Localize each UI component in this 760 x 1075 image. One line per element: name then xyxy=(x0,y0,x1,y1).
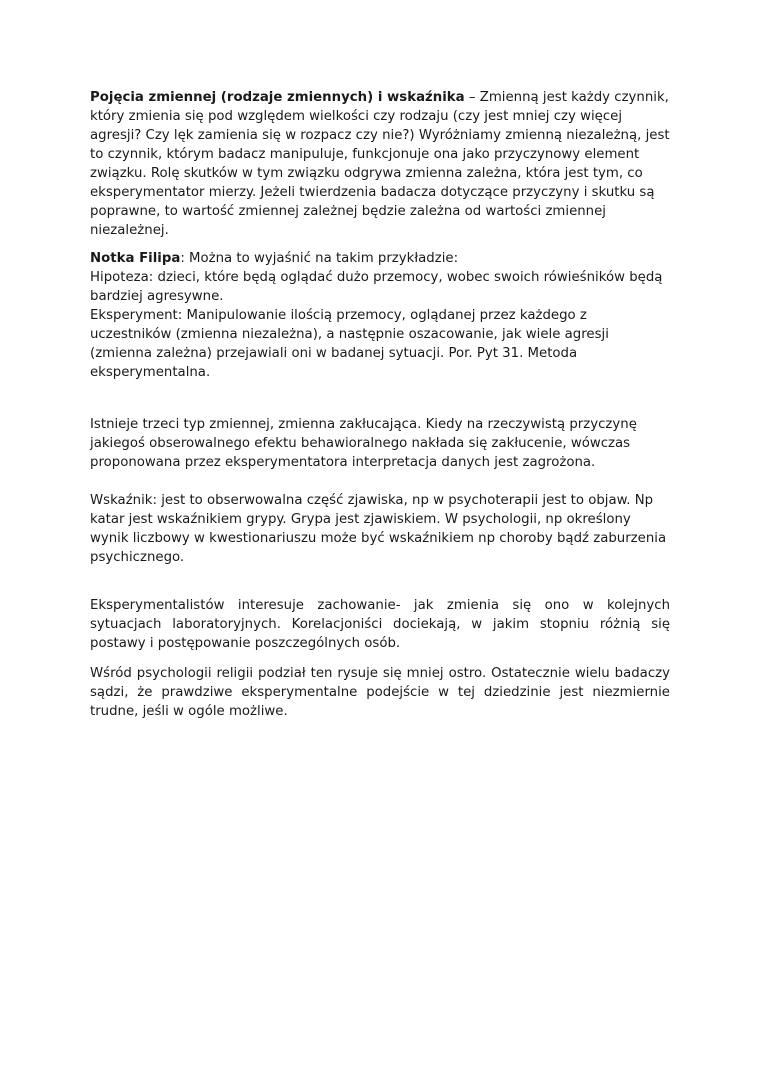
note-experiment: Eksperyment: Manipulowanie ilością przemocy, oglądanej przez każdego z uczestników (zmienna niezależna), a następnie oszacowanie, jak wiele agresji (zmienna zależna) przejawiali oni w badanej sytuacji. Por. Pyt 31. Metoda eksperymentalna. xyxy=(90,308,609,380)
note-hypothesis: Hipoteza: dzieci, które będą oglądać dużo przemocy, wobec swoich rówieśników będą bardziej agresywne. xyxy=(90,270,663,304)
paragraph-indicator: Wskaźnik: jest to obserwowalna część zjawiska, np w psychoterapii jest to objaw. Np katar jest wskaźnikiem grypy. Grypa jest zjawiskiem. W psychologii, np określony wynik liczbowy w kwestionariuszu może być wskaźnikiem np choroby bądź zaburzenia psychicznego. xyxy=(90,493,667,565)
paragraph-experimentalists: Eksperymentalistów interesuje zachowanie- jak zmienia się ono w kolejnych sytuacjach laboratoryjnych. Korelacjoniści dociekają, w jakim stopniu różnią się postawy i postępowanie poszczególnych osób. xyxy=(90,598,670,651)
note-intro: : Można to wyjaśnić na takim przykładzie: xyxy=(180,251,459,266)
paragraph-heading: Pojęcia zmiennej (rodzaje zmiennych) i wskaźnika xyxy=(90,90,465,105)
paragraph-note xyxy=(90,249,670,268)
paragraph-variables xyxy=(90,88,670,240)
note-heading: Notka Filipa xyxy=(90,251,181,266)
paragraph-text: – Zmienną jest każdy czynnik, który zmienia się pod względem wielkości czy rodzaju (czy jest mniej czy więcej agresji? Czy lęk zamienia się w rozpacz czy nie?) Wyróżniamy zmienną niezależną, jest to czynnik, którym badacz manipuluje, funkcjonuje ona jako przyczynowy element związku. Rolę skutków w tym związku odgrywa zmienna zależna, która jest tym, co eksperymentator mierzy. Jeżeli twierdzenia badacza dotyczące przyczyny i skutku są poprawne, to wartość zmiennej zależnej będzie zależna od wartości zmiennej niezależnej. xyxy=(90,90,670,238)
paragraph-religion-psychology: Wśród psychologii religii podział ten rysuje się mniej ostro. Ostatecznie wielu badaczy sądzi, że prawdziwe eksperymentalne podejście w tej dziedzinie jest niezmiernie trudne, jeśli w ogóle możliwe. xyxy=(90,666,670,719)
paragraph-confounding-variable: Istnieje trzeci typ zmiennej, zmienna zakłucająca. Kiedy na rzeczywistą przyczynę jakiegoś obserowalnego efektu behawioralnego nakłada się zakłucenie, wówczas proponowana przez eksperymentatora interpretacja danych jest zagrożona. xyxy=(90,417,637,470)
document-body xyxy=(90,88,670,721)
